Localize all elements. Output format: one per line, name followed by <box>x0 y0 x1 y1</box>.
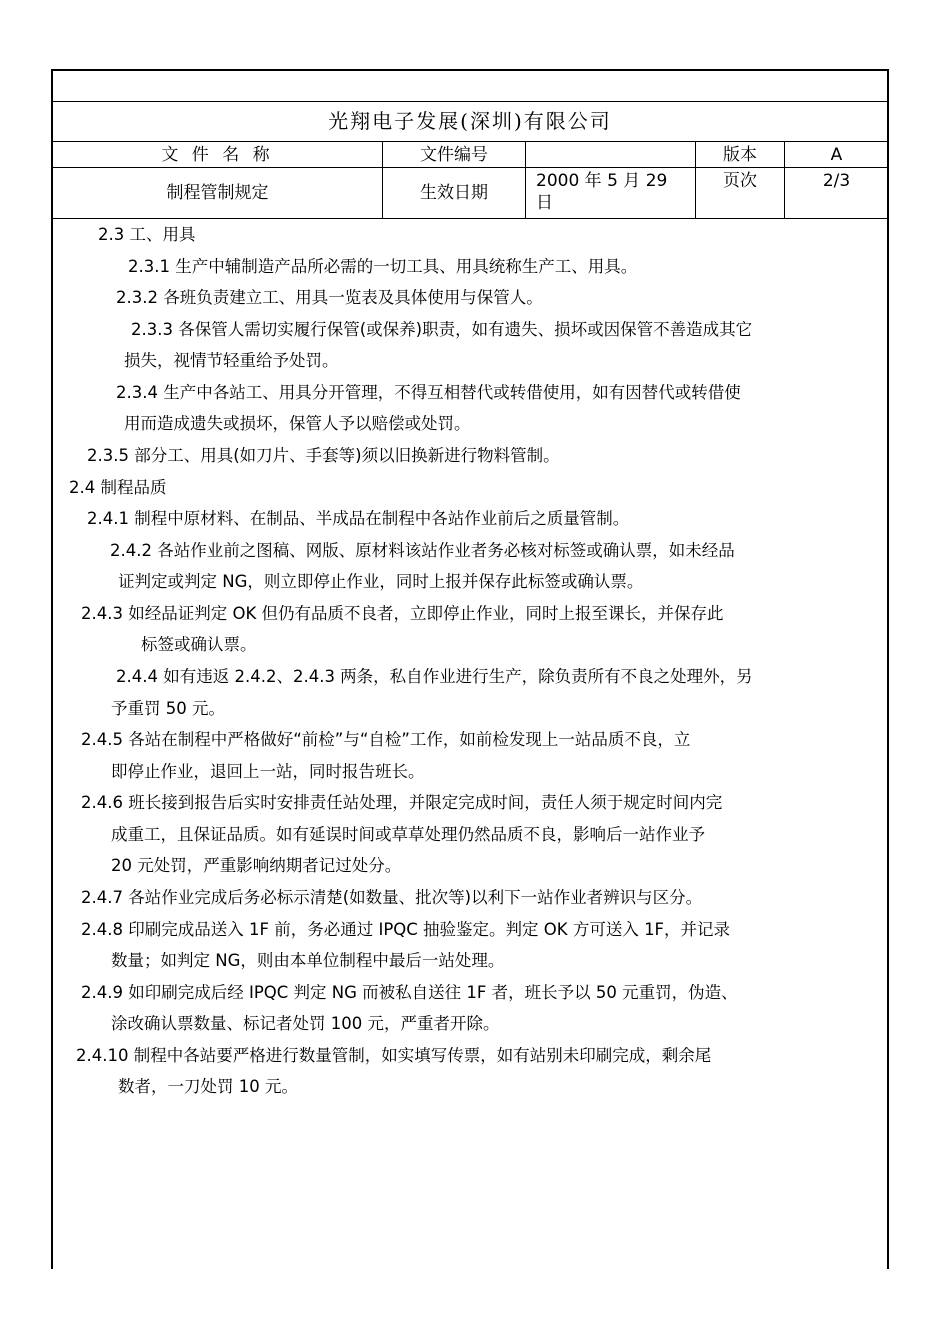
page-label: 页次 <box>723 171 757 191</box>
version-label: 版本 <box>723 145 757 165</box>
body-line: 2.4.7 各站作业完成后务必标示清楚(如数量、批次等)以利下一站作业者辨识与区分。 <box>81 888 703 907</box>
body-line: 涂改确认票数量、标记者处罚 100 元，严重者开除。 <box>111 1014 500 1033</box>
doc-name-value: 制程管制规定 <box>166 183 269 203</box>
version-value: A <box>830 145 843 165</box>
doc-no-label: 文件编号 <box>420 145 488 165</box>
body-line: 2.3 工、用具 <box>98 225 196 244</box>
body-line: 数者，一刀处罚 10 元。 <box>118 1077 298 1096</box>
body-line: 损失，视情节轻重给予处罚。 <box>124 351 339 370</box>
body-line: 2.3.5 部分工、用具(如刀片、手套等)须以旧换新进行物料管制。 <box>87 446 560 465</box>
page-value: 2/3 <box>822 171 851 191</box>
frame-left-border <box>51 69 53 1269</box>
body-line: 2.3.2 各班负责建立工、用具一览表及具体使用与保管人。 <box>116 288 543 307</box>
body-line: 即停止作业，退回上一站，同时报告班长。 <box>111 762 425 781</box>
header-col-line-2 <box>525 141 526 219</box>
effective-date-label: 生效日期 <box>420 183 488 203</box>
body-line: 2.4.6 班长接到报告后实时安排责任站处理，并限定完成时间，责任人须于规定时间内完 <box>81 793 723 812</box>
effective-date-line-2: 日 <box>536 193 553 213</box>
body-line: 2.4.10 制程中各站要严格进行数量管制，如实填写传票，如有站别未印刷完成，剩余尾 <box>76 1046 712 1065</box>
body-line: 2.4.5 各站在制程中严格做好“前检”与“自检”工作，如前检发现上一站品质不良，立 <box>81 730 691 749</box>
frame-right-border <box>887 69 889 1269</box>
body-line: 20 元处罚，严重影响纳期者记过处分。 <box>111 856 402 875</box>
header-row-line-2 <box>51 141 889 142</box>
body-line: 2.4.3 如经品证判定 OK 但仍有品质不良者，立即停止作业，同时上报至课长，并保存此 <box>81 604 724 623</box>
body-line: 2.4.1 制程中原材料、在制品、半成品在制程中各站作业前后之质量管制。 <box>87 509 630 528</box>
body-line: 标签或确认票。 <box>141 635 257 654</box>
body-line: 2.3.3 各保管人需切实履行保管(或保养)职责，如有遗失、损坏或因保管不善造成其它 <box>131 320 753 339</box>
body-line: 予重罚 50 元。 <box>111 699 225 718</box>
body-line: 2.4.2 各站作业前之图稿、网版、原材料该站作业者务必核对标签或确认票，如未经品 <box>110 541 735 560</box>
body-line: 2.4 制程品质 <box>69 478 167 497</box>
body-line: 2.4.9 如印刷完成后经 IPQC 判定 NG 而被私自送往 1F 者，班长予以 50 元重罚，伪造、 <box>81 983 738 1002</box>
body-line: 2.3.1 生产中辅制造产品所必需的一切工具、用具统称生产工、用具。 <box>128 257 638 276</box>
company-title: 光翔电子发展(深圳)有限公司 <box>328 109 612 133</box>
header-row-line-3 <box>51 167 889 168</box>
body-line: 成重工，且保证品质。如有延误时间或草草处理仍然品质不良，影响后一站作业予 <box>111 825 705 844</box>
effective-date-line-1: 2000 年 5 月 29 <box>536 171 668 191</box>
body-line: 2.3.4 生产中各站工、用具分开管理，不得互相替代或转借使用，如有因替代或转借使 <box>116 383 741 402</box>
header-row-line-4 <box>51 218 889 219</box>
body-line: 2.4.8 印刷完成品送入 1F 前，务必通过 IPQC 抽验鉴定。判定 OK 方可送入 1F，并记录 <box>81 920 731 939</box>
doc-name-label: 文 件 名 称 <box>161 145 274 165</box>
body-line: 用而造成遗失或损坏，保管人予以赔偿或处罚。 <box>124 414 471 433</box>
body-line: 2.4.4 如有违返 2.4.2、2.4.3 两条，私自作业进行生产，除负责所有不良之处理外，另 <box>116 667 753 686</box>
body-line: 证判定或判定 NG，则立即停止作业，同时上报并保存此标签或确认票。 <box>118 572 644 591</box>
frame-top-border <box>51 69 889 71</box>
header-row-line-1 <box>51 101 889 102</box>
body-line: 数量；如判定 NG，则由本单位制程中最后一站处理。 <box>111 951 505 970</box>
effective-date-value <box>536 171 696 213</box>
